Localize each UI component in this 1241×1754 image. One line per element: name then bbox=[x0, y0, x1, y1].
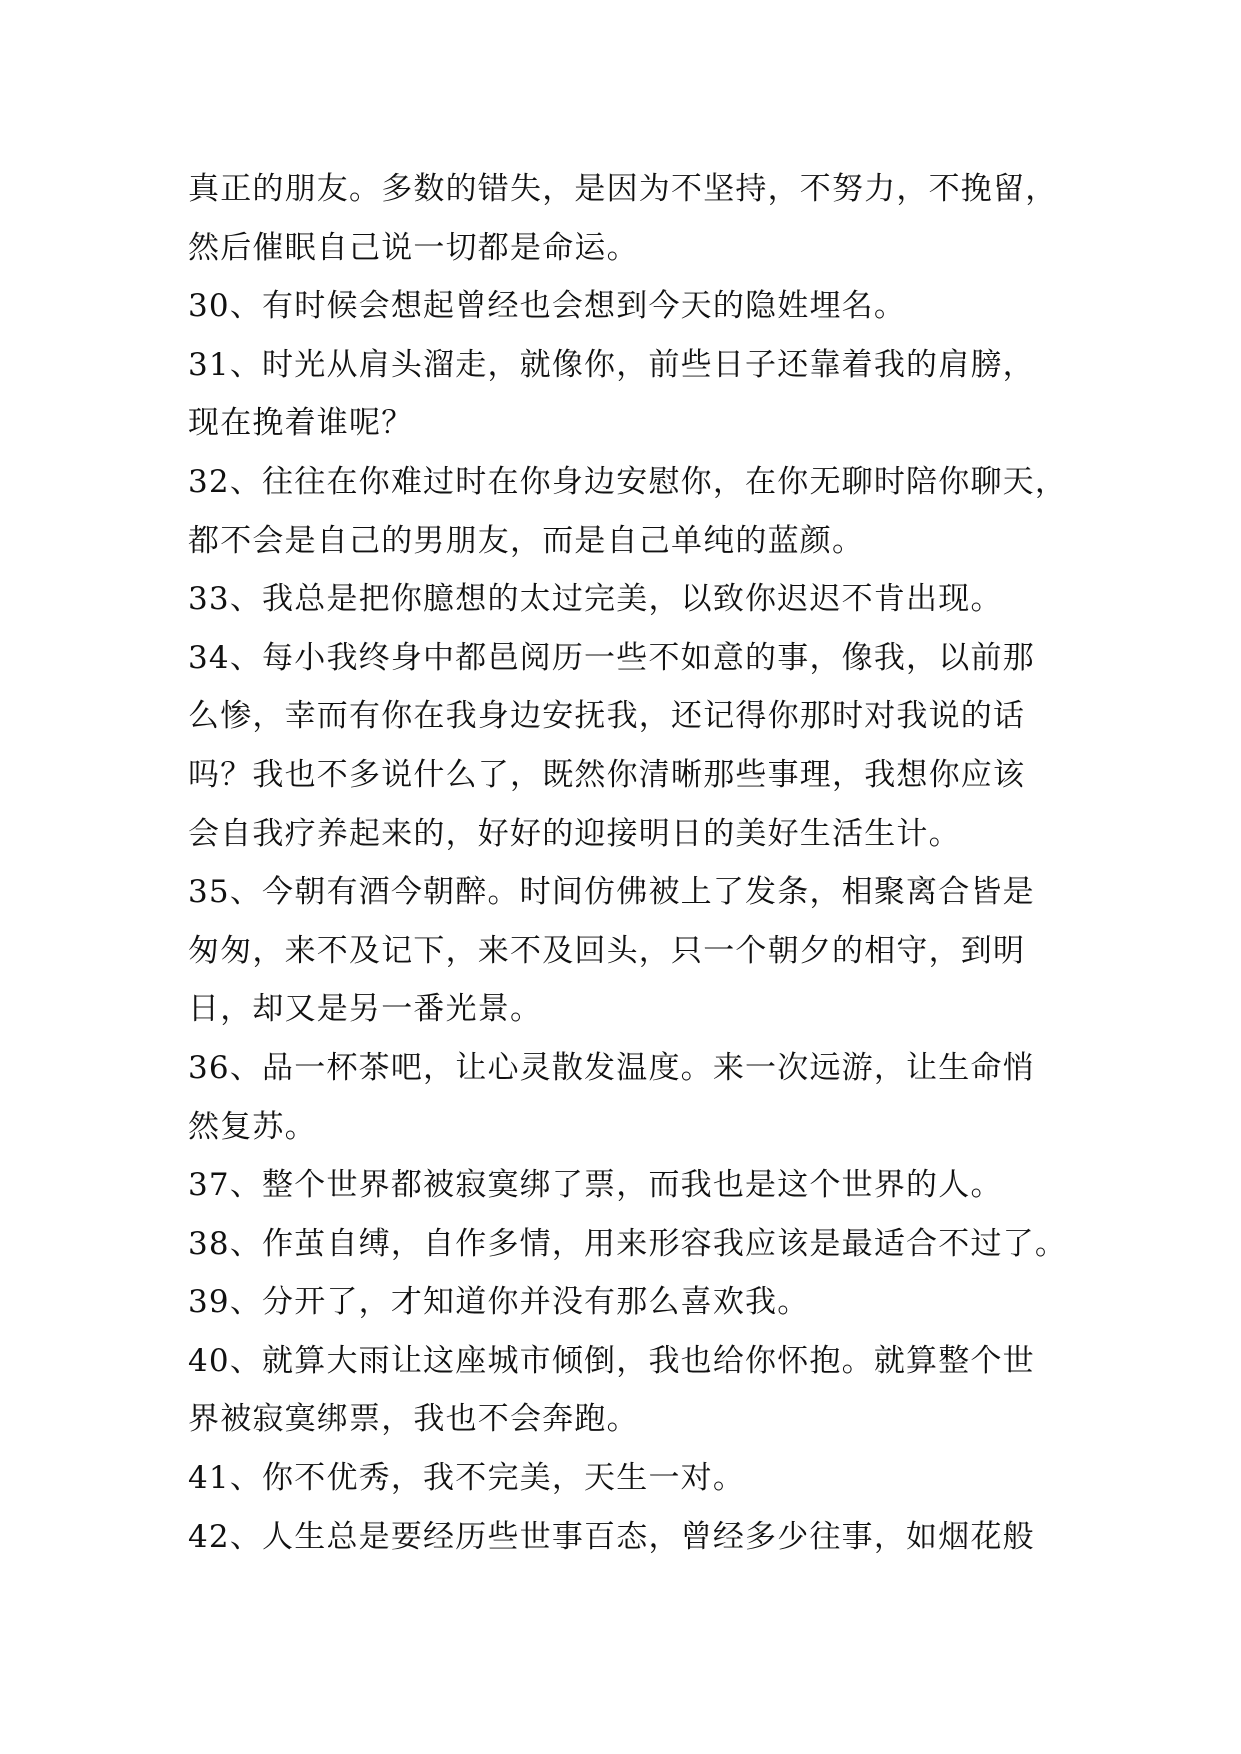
text-line: 然后催眠自己说一切都是命运。 bbox=[188, 229, 639, 266]
text-line: 36、品一杯茶吧，让心灵散发温度。来一次远游，让生命悄 bbox=[188, 1049, 1035, 1086]
text-line: 会自我疗养起来的，好好的迎接明日的美好生活生计。 bbox=[188, 815, 961, 852]
text-line: 42、人生总是要经历些世事百态，曾经多少往事，如烟花般 bbox=[188, 1518, 1035, 1555]
text-line: 现在挽着谁呢？ bbox=[188, 405, 414, 442]
text-line: 32、往往在你难过时在你身边安慰你，在你无聊时陪你聊天， bbox=[188, 463, 1068, 500]
text-line: 37、整个世界都被寂寞绑了票，而我也是这个世界的人。 bbox=[188, 1167, 1003, 1204]
text-line: 34、每小我终身中都邑阅历一些不如意的事，像我，以前那 bbox=[188, 639, 1035, 676]
text-line: 都不会是自己的男朋友，而是自己单纯的蓝颜。 bbox=[188, 522, 865, 559]
text-line: 然复苏。 bbox=[188, 1108, 317, 1145]
text-line: 35、今朝有酒今朝醉。时间仿佛被上了发条，相聚离合皆是 bbox=[188, 874, 1035, 911]
text-line: 界被寂寞绑票，我也不会奔跑。 bbox=[188, 1401, 639, 1438]
text-line: 么惨，幸而有你在我身边安抚我，还记得你那时对我说的话 bbox=[188, 698, 1026, 735]
text-line: 40、就算大雨让这座城市倾倒，我也给你怀抱。就算整个世 bbox=[188, 1342, 1035, 1379]
text-line: 33、我总是把你臆想的太过完美，以致你迟迟不肯出现。 bbox=[188, 581, 1003, 618]
text-line: 吗？我也不多说什么了，既然你清晰那些事理，我想你应该 bbox=[188, 756, 1026, 793]
text-line: 真正的朋友。多数的错失，是因为不坚持，不努力，不挽留， bbox=[188, 171, 1058, 207]
text-line: 38、作茧自缚，自作多情，用来形容我应该是最适合不过了。 bbox=[188, 1225, 1068, 1262]
text-line: 匆匆，来不及记下，来不及回头，只一个朝夕的相守，到明 bbox=[188, 932, 1026, 969]
text-line: 日，却又是另一番光景。 bbox=[188, 991, 543, 1028]
document-body bbox=[188, 160, 1068, 1566]
text-line: 39、分开了，才知道你并没有那么喜欢我。 bbox=[188, 1284, 810, 1321]
text-line: 31、时光从肩头溜走，就像你，前些日子还靠着我的肩膀， bbox=[188, 346, 1035, 383]
text-line: 41、你不优秀，我不完美，天生一对。 bbox=[188, 1460, 746, 1497]
text-line: 30、有时候会想起曾经也会想到今天的隐姓埋名。 bbox=[188, 288, 907, 325]
